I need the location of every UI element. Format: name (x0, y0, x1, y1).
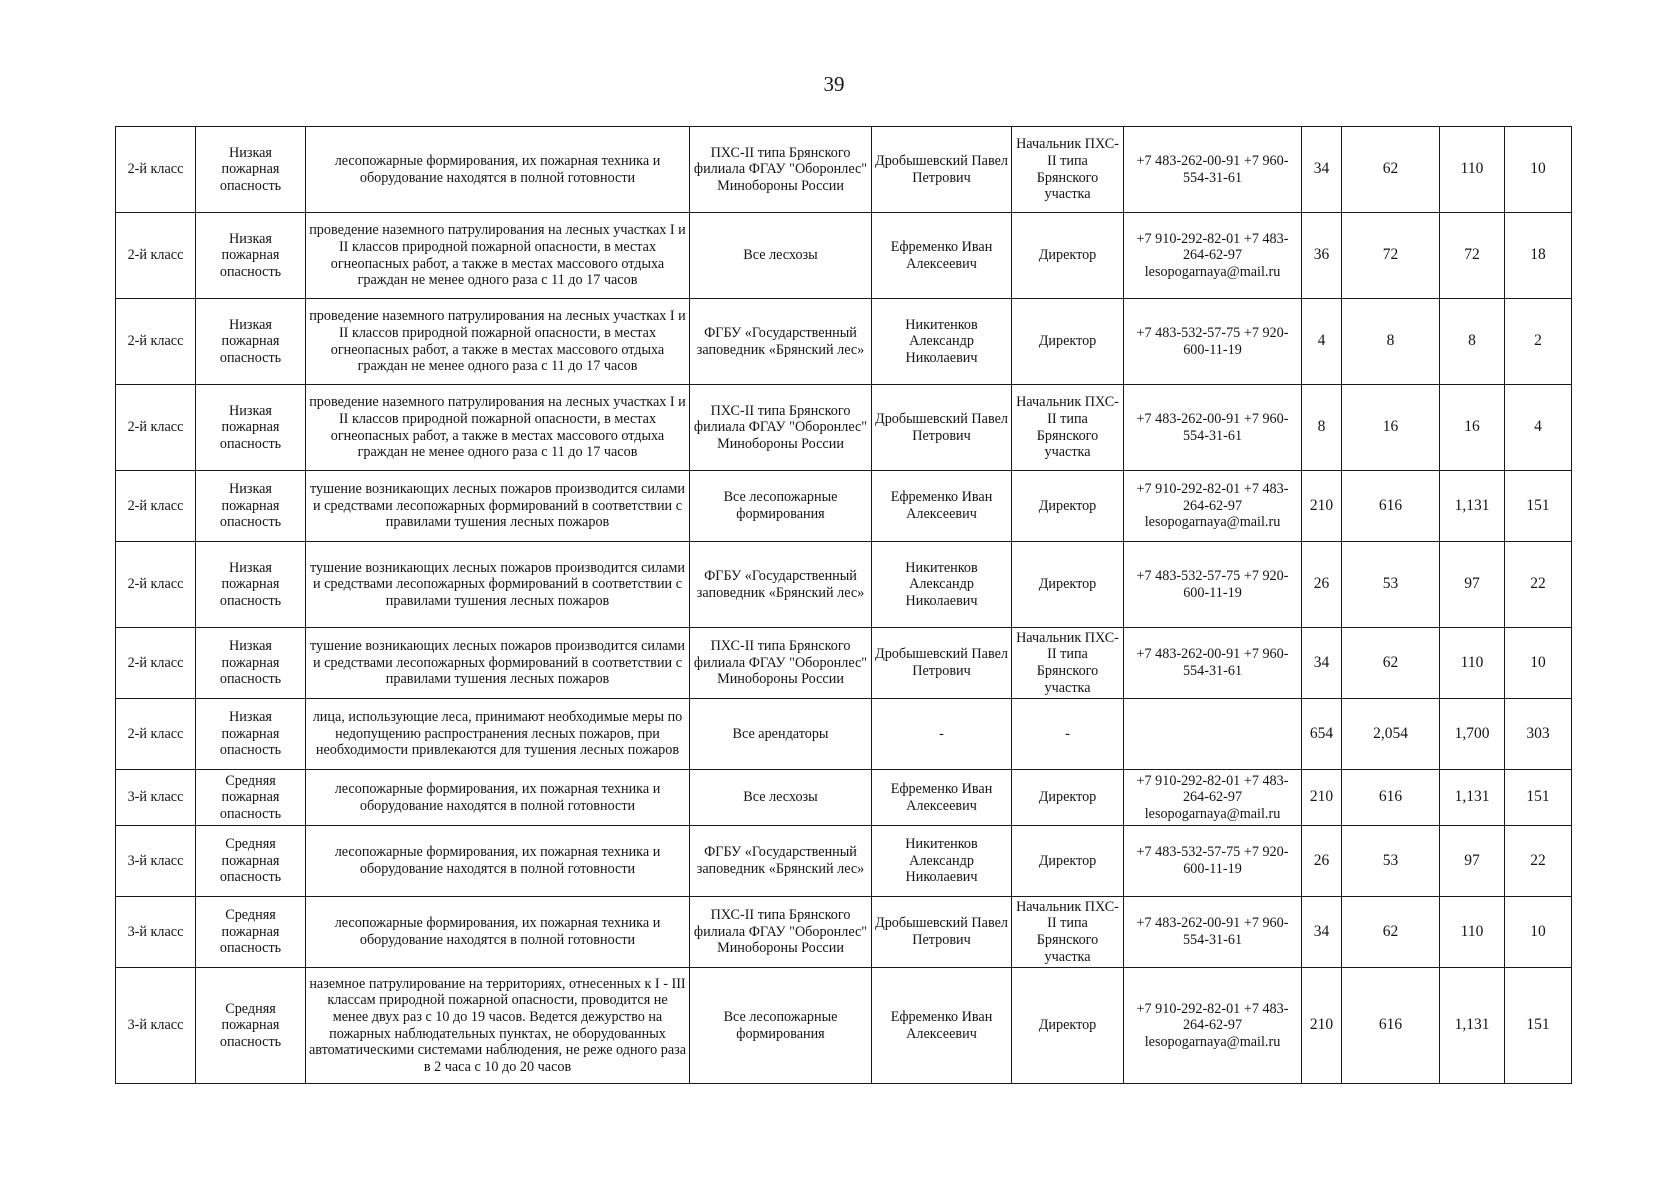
count-4-cell: 22 (1505, 826, 1572, 897)
count-4-cell: 151 (1505, 471, 1572, 542)
responsible-person-cell: Ефременко Иван Алексеевич (872, 471, 1012, 542)
class-cell: 2-й класс (116, 471, 196, 542)
class-cell: 2-й класс (116, 542, 196, 628)
position-cell: Директор (1012, 968, 1124, 1084)
count-4-cell: 10 (1505, 897, 1572, 968)
contacts-cell: +7 910-292-82-01 +7 483-264-62-97 lesopogarnaya@mail.ru (1124, 770, 1302, 826)
class-cell: 3-й класс (116, 826, 196, 897)
measures-cell: лица, использующие леса, принимают необходимые меры по недопущению распространения лесных пожаров, при необходимости привлекаются для тушения лесных пожаров (306, 699, 690, 770)
measures-cell: лесопожарные формирования, их пожарная техника и оборудование находятся в полной готовности (306, 770, 690, 826)
contacts-cell (1124, 699, 1302, 770)
fire-danger-table (115, 126, 1572, 1084)
count-1-cell: 210 (1302, 968, 1342, 1084)
measures-cell: тушение возникающих лесных пожаров производится силами и средствами лесопожарных формирований в соответствии с правилами тушения лесных пожаров (306, 542, 690, 628)
danger-level-cell: Низкая пожарная опасность (196, 699, 306, 770)
count-4-cell: 10 (1505, 127, 1572, 213)
count-1-cell: 4 (1302, 299, 1342, 385)
class-cell: 3-й класс (116, 897, 196, 968)
count-2-cell: 616 (1342, 968, 1440, 1084)
organization-cell: ПХС-II типа Брянского филиала ФГАУ "Оборонлес" Минобороны России (690, 897, 872, 968)
class-cell: 2-й класс (116, 385, 196, 471)
table-row (116, 471, 1572, 542)
responsible-person-cell: Дробышевский Павел Петрович (872, 385, 1012, 471)
organization-cell: ПХС-II типа Брянского филиала ФГАУ "Оборонлес" Минобороны России (690, 127, 872, 213)
position-cell: Директор (1012, 770, 1124, 826)
position-cell: Начальник ПХС-II типа Брянского участка (1012, 897, 1124, 968)
position-cell: Директор (1012, 213, 1124, 299)
count-3-cell: 110 (1440, 127, 1505, 213)
table-row (116, 826, 1572, 897)
danger-level-cell: Средняя пожарная опасность (196, 897, 306, 968)
responsible-person-cell: Дробышевский Павел Петрович (872, 897, 1012, 968)
measures-cell: лесопожарные формирования, их пожарная техника и оборудование находятся в полной готовности (306, 127, 690, 213)
count-2-cell: 16 (1342, 385, 1440, 471)
count-3-cell: 97 (1440, 542, 1505, 628)
count-3-cell: 1,131 (1440, 770, 1505, 826)
danger-level-cell: Средняя пожарная опасность (196, 968, 306, 1084)
count-2-cell: 62 (1342, 897, 1440, 968)
measures-cell: лесопожарные формирования, их пожарная техника и оборудование находятся в полной готовности (306, 897, 690, 968)
organization-cell: ПХС-II типа Брянского филиала ФГАУ "Оборонлес" Минобороны России (690, 628, 872, 699)
class-cell: 2-й класс (116, 127, 196, 213)
count-1-cell: 34 (1302, 127, 1342, 213)
count-2-cell: 8 (1342, 299, 1440, 385)
count-2-cell: 616 (1342, 770, 1440, 826)
organization-cell: ФГБУ «Государственный заповедник «Брянский лес» (690, 299, 872, 385)
organization-cell: ФГБУ «Государственный заповедник «Брянский лес» (690, 542, 872, 628)
class-cell: 2-й класс (116, 699, 196, 770)
class-cell: 2-й класс (116, 213, 196, 299)
table-row (116, 897, 1572, 968)
count-1-cell: 34 (1302, 628, 1342, 699)
count-1-cell: 26 (1302, 826, 1342, 897)
count-3-cell: 1,131 (1440, 968, 1505, 1084)
danger-level-cell: Низкая пожарная опасность (196, 385, 306, 471)
count-2-cell: 62 (1342, 127, 1440, 213)
measures-cell: проведение наземного патрулирования на лесных участках I и II классов природной пожарной опасности, в местах огнеопасных работ, а также в местах массового отдыха граждан не менее одного раза с 11 до 17 часов (306, 385, 690, 471)
count-2-cell: 53 (1342, 826, 1440, 897)
count-3-cell: 8 (1440, 299, 1505, 385)
count-4-cell: 151 (1505, 770, 1572, 826)
contacts-cell: +7 910-292-82-01 +7 483-264-62-97 lesopogarnaya@mail.ru (1124, 471, 1302, 542)
table-row (116, 385, 1572, 471)
contacts-cell: +7 483-532-57-75 +7 920-600-11-19 (1124, 542, 1302, 628)
count-1-cell: 654 (1302, 699, 1342, 770)
count-2-cell: 72 (1342, 213, 1440, 299)
danger-level-cell: Низкая пожарная опасность (196, 299, 306, 385)
count-2-cell: 53 (1342, 542, 1440, 628)
position-cell: Начальник ПХС-II типа Брянского участка (1012, 385, 1124, 471)
class-cell: 3-й класс (116, 770, 196, 826)
measures-cell: лесопожарные формирования, их пожарная техника и оборудование находятся в полной готовности (306, 826, 690, 897)
contacts-cell: +7 483-262-00-91 +7 960-554-31-61 (1124, 127, 1302, 213)
danger-level-cell: Низкая пожарная опасность (196, 471, 306, 542)
danger-level-cell: Низкая пожарная опасность (196, 542, 306, 628)
count-4-cell: 151 (1505, 968, 1572, 1084)
count-3-cell: 110 (1440, 628, 1505, 699)
danger-level-cell: Средняя пожарная опасность (196, 826, 306, 897)
contacts-cell: +7 483-532-57-75 +7 920-600-11-19 (1124, 826, 1302, 897)
table-row (116, 699, 1572, 770)
count-2-cell: 62 (1342, 628, 1440, 699)
responsible-person-cell: Ефременко Иван Алексеевич (872, 968, 1012, 1084)
organization-cell: ПХС-II типа Брянского филиала ФГАУ "Оборонлес" Минобороны России (690, 385, 872, 471)
organization-cell: Все лесопожарные формирования (690, 968, 872, 1084)
responsible-person-cell: Дробышевский Павел Петрович (872, 127, 1012, 213)
danger-level-cell: Низкая пожарная опасность (196, 213, 306, 299)
organization-cell: Все лесопожарные формирования (690, 471, 872, 542)
danger-level-cell: Низкая пожарная опасность (196, 127, 306, 213)
responsible-person-cell: Никитенков Александр Николаевич (872, 826, 1012, 897)
position-cell: Директор (1012, 299, 1124, 385)
responsible-person-cell: Ефременко Иван Алексеевич (872, 770, 1012, 826)
class-cell: 3-й класс (116, 968, 196, 1084)
count-1-cell: 210 (1302, 471, 1342, 542)
position-cell: Начальник ПХС-II типа Брянского участка (1012, 628, 1124, 699)
measures-cell: тушение возникающих лесных пожаров производится силами и средствами лесопожарных формирований в соответствии с правилами тушения лесных пожаров (306, 471, 690, 542)
count-3-cell: 110 (1440, 897, 1505, 968)
count-4-cell: 10 (1505, 628, 1572, 699)
page-number: 39 (823, 72, 845, 96)
organization-cell: ФГБУ «Государственный заповедник «Брянский лес» (690, 826, 872, 897)
count-4-cell: 4 (1505, 385, 1572, 471)
count-3-cell: 1,700 (1440, 699, 1505, 770)
count-3-cell: 72 (1440, 213, 1505, 299)
table-row (116, 127, 1572, 213)
position-cell: Директор (1012, 826, 1124, 897)
count-1-cell: 210 (1302, 770, 1342, 826)
table-row (116, 542, 1572, 628)
count-4-cell: 18 (1505, 213, 1572, 299)
count-4-cell: 2 (1505, 299, 1572, 385)
position-cell: Директор (1012, 471, 1124, 542)
count-2-cell: 616 (1342, 471, 1440, 542)
danger-level-cell: Средняя пожарная опасность (196, 770, 306, 826)
count-1-cell: 34 (1302, 897, 1342, 968)
measures-cell: наземное патрулирование на территориях, отнесенных к I - III классам природной пожарной опасности, проводится не менее двух раз с 10 до 19 часов. Ведется дежурство на пожарных наблюдательных пунктах, не оборудованных автоматическими системами наблюдения, не реже одного раза в 2 часа с 10 до 20 часов (306, 968, 690, 1084)
measures-cell: проведение наземного патрулирования на лесных участках I и II классов природной пожарной опасности, в местах огнеопасных работ, а также в местах массового отдыха граждан не менее одного раза с 11 до 17 часов (306, 213, 690, 299)
contacts-cell: +7 483-262-00-91 +7 960-554-31-61 (1124, 385, 1302, 471)
count-1-cell: 26 (1302, 542, 1342, 628)
position-cell: Директор (1012, 542, 1124, 628)
measures-cell: тушение возникающих лесных пожаров производится силами и средствами лесопожарных формирований в соответствии с правилами тушения лесных пожаров (306, 628, 690, 699)
table-row (116, 770, 1572, 826)
contacts-cell: +7 910-292-82-01 +7 483-264-62-97 lesopogarnaya@mail.ru (1124, 968, 1302, 1084)
responsible-person-cell: Дробышевский Павел Петрович (872, 628, 1012, 699)
responsible-person-cell: Никитенков Александр Николаевич (872, 542, 1012, 628)
contacts-cell: +7 483-262-00-91 +7 960-554-31-61 (1124, 628, 1302, 699)
contacts-cell: +7 483-532-57-75 +7 920-600-11-19 (1124, 299, 1302, 385)
organization-cell: Все арендаторы (690, 699, 872, 770)
organization-cell: Все лесхозы (690, 213, 872, 299)
class-cell: 2-й класс (116, 299, 196, 385)
measures-cell: проведение наземного патрулирования на лесных участках I и II классов природной пожарной опасности, в местах огнеопасных работ, а также в местах массового отдыха граждан не менее одного раза с 11 до 17 часов (306, 299, 690, 385)
count-1-cell: 36 (1302, 213, 1342, 299)
table-row (116, 628, 1572, 699)
contacts-cell: +7 483-262-00-91 +7 960-554-31-61 (1124, 897, 1302, 968)
organization-cell: Все лесхозы (690, 770, 872, 826)
count-1-cell: 8 (1302, 385, 1342, 471)
contacts-cell: +7 910-292-82-01 +7 483-264-62-97 lesopogarnaya@mail.ru (1124, 213, 1302, 299)
responsible-person-cell: - (872, 699, 1012, 770)
count-3-cell: 97 (1440, 826, 1505, 897)
count-4-cell: 303 (1505, 699, 1572, 770)
table-row (116, 213, 1572, 299)
count-4-cell: 22 (1505, 542, 1572, 628)
table-row (116, 968, 1572, 1084)
position-cell: Начальник ПХС-II типа Брянского участка (1012, 127, 1124, 213)
danger-level-cell: Низкая пожарная опасность (196, 628, 306, 699)
responsible-person-cell: Ефременко Иван Алексеевич (872, 213, 1012, 299)
responsible-person-cell: Никитенков Александр Николаевич (872, 299, 1012, 385)
count-3-cell: 1,131 (1440, 471, 1505, 542)
class-cell: 2-й класс (116, 628, 196, 699)
position-cell: - (1012, 699, 1124, 770)
table-row (116, 299, 1572, 385)
count-2-cell: 2,054 (1342, 699, 1440, 770)
count-3-cell: 16 (1440, 385, 1505, 471)
